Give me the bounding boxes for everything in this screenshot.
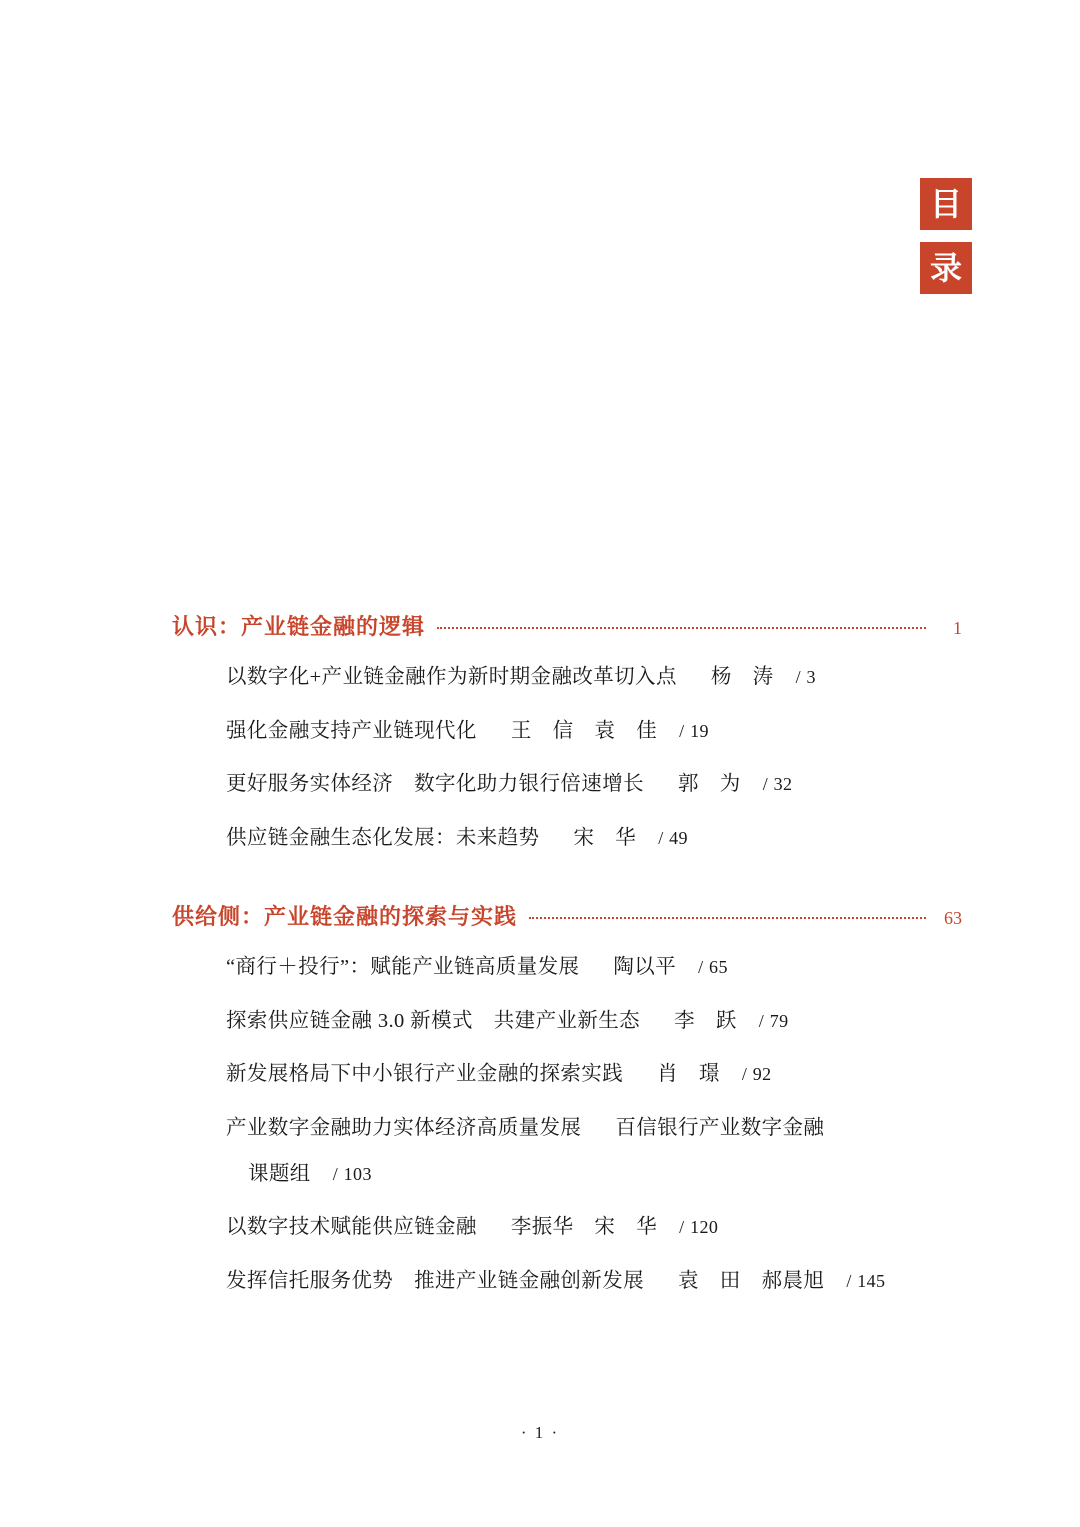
toc-section-page: 1 — [953, 618, 962, 638]
toc-entry-title: 发挥信托服务优势 推进产业链金融创新发展 — [226, 1270, 644, 1293]
toc-entry-author: 李 跃 — [674, 1009, 737, 1032]
toc-entry-sep: / — [332, 1163, 339, 1184]
toc-entry-page: 79 — [769, 1010, 789, 1031]
toc-entry-author-continuation: 课题组 — [248, 1162, 311, 1185]
toc-entry-author: 袁 田 郝晨旭 — [678, 1270, 825, 1293]
toc-section-header[interactable] — [172, 610, 962, 641]
toc-entry-list — [172, 953, 962, 1297]
toc-entry-title: 探索供应链金融 3.0 新模式 共建产业新生态 — [226, 1009, 641, 1032]
toc-entry-page: 92 — [752, 1064, 772, 1085]
toc-entry[interactable] — [172, 1213, 962, 1243]
leader-dots — [437, 626, 926, 629]
toc-entry[interactable] — [172, 1267, 962, 1297]
toc-entry-page: 32 — [773, 774, 793, 795]
toc-entry-title: 以数字技术赋能供应链金融 — [226, 1216, 477, 1239]
toc-entry[interactable] — [172, 1114, 962, 1189]
toc-entry[interactable] — [172, 824, 962, 854]
toc-marker-char-2: 录 — [920, 242, 972, 294]
toc-section — [172, 610, 962, 854]
toc-entry-page: 120 — [690, 1217, 719, 1238]
toc-entry-page: 19 — [690, 720, 709, 741]
toc-entry-title: 产业数字金融助力实体经济高质量发展 — [226, 1117, 582, 1140]
toc-entry-sep: / — [658, 828, 664, 849]
toc-marker-char-1: 目 — [920, 178, 972, 230]
toc-entry[interactable] — [172, 1007, 962, 1037]
toc-entry-author: 宋 华 — [573, 827, 637, 850]
toc-entry-author: 李振华 宋 华 — [510, 1216, 658, 1239]
toc-entry[interactable] — [172, 663, 962, 693]
toc-entry-title: “商行＋投行”：赋能产业链高质量发展 — [226, 955, 580, 978]
toc-entry-title: 以数字化+产业链金融作为新时期金融改革切入点 — [226, 666, 677, 688]
toc-section — [172, 900, 962, 1297]
toc-entry[interactable] — [172, 953, 962, 983]
toc-entry-list — [172, 663, 962, 854]
toc-entry-title: 强化金融支持产业链现代化 — [226, 719, 477, 742]
toc-entry-sep: / — [741, 1064, 748, 1085]
toc-entry-sep: / — [795, 667, 801, 687]
toc-entry-sep: / — [758, 1010, 765, 1031]
toc-entry-author: 王 信 袁 佳 — [510, 719, 658, 742]
toc-entry[interactable] — [172, 770, 962, 800]
toc-entry-page: 3 — [806, 667, 816, 687]
toc-marker — [920, 178, 972, 294]
toc-entry-page: 65 — [709, 956, 728, 977]
leader-dots — [529, 916, 926, 919]
toc-entry[interactable] — [172, 1060, 962, 1090]
toc-content — [172, 610, 962, 1297]
toc-section-title: 供给侧：产业链金融的探索与实践 — [172, 903, 518, 929]
toc-entry[interactable] — [172, 717, 962, 747]
toc-entry-author: 郭 为 — [678, 773, 741, 796]
toc-entry-page: 103 — [343, 1163, 372, 1184]
toc-entry-author: 百信银行产业数字金融 — [615, 1117, 825, 1140]
toc-entry-sep: / — [762, 774, 769, 795]
toc-entry-sep: / — [698, 956, 704, 977]
page-folio: · 1 · — [520, 1423, 560, 1442]
toc-entry-title: 新发展格局下中小银行产业金融的探索实践 — [226, 1063, 624, 1086]
toc-section-page: 63 — [944, 907, 962, 928]
toc-section-title: 认识：产业链金融的逻辑 — [172, 614, 426, 639]
toc-entry-sep: / — [679, 720, 685, 741]
toc-entry-author: 杨 涛 — [710, 666, 774, 688]
toc-entry-sep: / — [679, 1217, 685, 1238]
toc-section-header[interactable] — [172, 900, 962, 931]
toc-entry-sep: / — [846, 1271, 852, 1292]
toc-entry-author: 肖 璟 — [657, 1063, 720, 1086]
toc-entry-title: 供应链金融生态化发展：未来趋势 — [226, 827, 540, 850]
toc-entry-page: 49 — [669, 828, 688, 849]
toc-entry-title: 更好服务实体经济 数字化助力银行倍速增长 — [226, 773, 644, 796]
toc-entry-author: 陶以平 — [613, 955, 677, 978]
toc-entry-page: 145 — [857, 1271, 886, 1292]
